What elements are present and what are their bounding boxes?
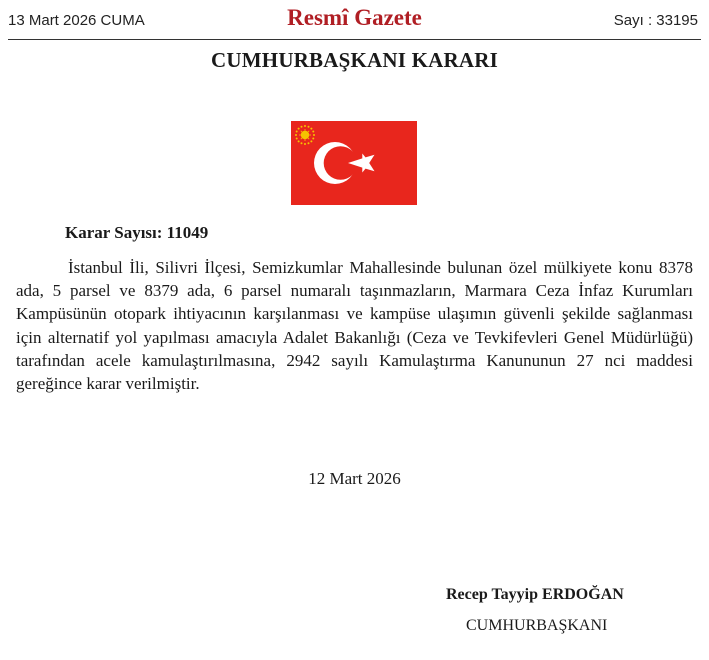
- decision-number: Karar Sayısı: 11049: [65, 223, 209, 242]
- publication-title: Resmî Gazete: [287, 5, 422, 30]
- decision-body-text: İstanbul İli, Silivri İlçesi, Semizkumlar Mahallesinde bulunan özel mülkiyete konu 8378 ada, 5 parsel ve 8379 ada, 6 parsel numaralı taşınmazların, Marmara Ceza İnfaz Kurumları Kampüsünün otopark ihtiyacının karşılanması ve kampüse ulaşımın güvenli şekilde sağlanması için alternatif yol yapılması amacıyla Adalet Bakanlığı (Ceza ve Tevkifevleri Genel Müdürlüğü) tarafından acele kamulaştırılmasına, 2942 sayılı Kamulaştırma Kanununun 27 nci maddesi gereğince karar verilmiştir.: [16, 258, 693, 394]
- issue-number: Sayı : 33195: [613, 12, 698, 29]
- signer-name: Recep Tayyip ERDOĞAN: [446, 586, 624, 603]
- signer-title: CUMHURBAŞKANI: [466, 617, 608, 634]
- header-date: 13 Mart 2026 CUMA: [8, 12, 145, 29]
- header-divider: [8, 39, 701, 40]
- document-title: CUMHURBAŞKANI KARARI: [211, 48, 498, 72]
- turkish-flag-presidential-seal-icon: [291, 121, 417, 205]
- decision-date: 12 Mart 2026: [308, 469, 401, 488]
